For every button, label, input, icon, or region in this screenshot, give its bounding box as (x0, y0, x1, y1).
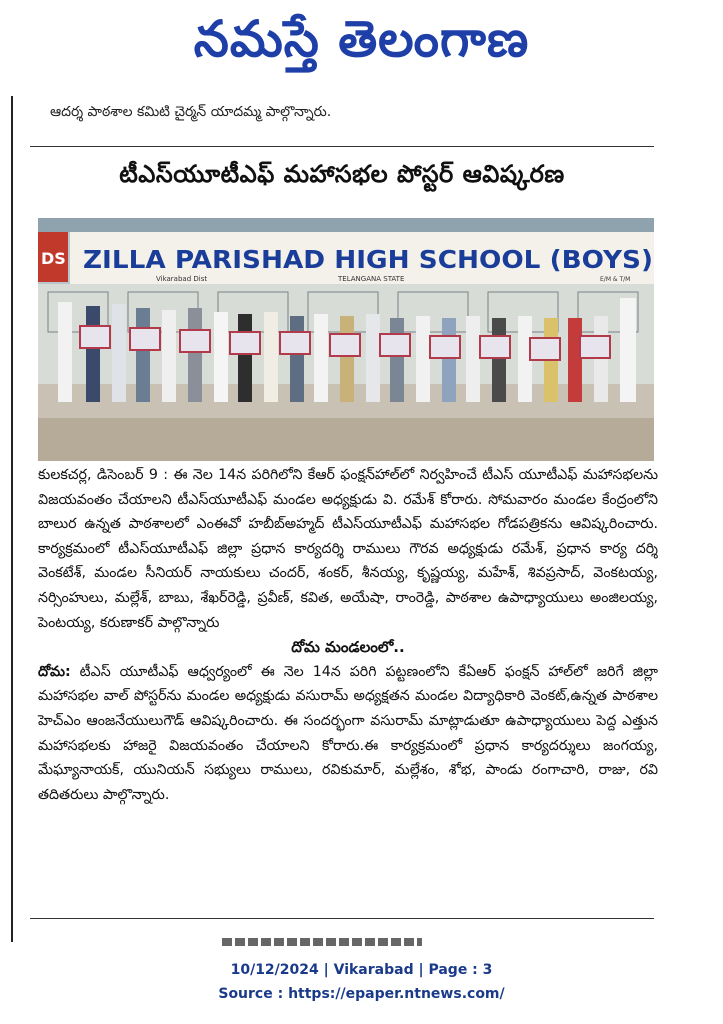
footer-source: Source : https://epaper.ntnews.com/ (218, 986, 505, 1002)
banner-sub-left: Vikarabad Dist (156, 275, 208, 283)
divider-top (30, 146, 654, 147)
dateline-doma: దోమ: (38, 663, 71, 680)
previous-story-tail: ఆదర్శ పాఠశాల కమిటి చైర్మన్ యాదమ్మ పాల్గొన్నారు. (50, 104, 332, 120)
article-headline: టీఎస్‌యూటీఎఫ్ మహాసభల పోస్టర్ ఆవిష్కరణ (119, 160, 565, 188)
banner-sub-far: E/M & T/M (600, 276, 631, 283)
truncated-next-headline (222, 938, 422, 946)
footer-date-edition: 10/12/2024 | Vikarabad | Page : 3 (230, 962, 493, 978)
divider-bottom (30, 918, 654, 919)
banner-school-name: ZILLA PARISHAD HIGH SCHOOL (BOYS) (83, 245, 653, 274)
masthead (0, 6, 723, 72)
article-body (38, 463, 658, 807)
article-paragraph-2 (38, 660, 658, 808)
photo-illustration (38, 218, 654, 461)
column-rule (11, 96, 13, 942)
article-paragraph-2-text: టీఎస్ యూటీఎఫ్ ఆధ్వర్యంలో ఈ నెల 14న పరిగి పట్టణంలోని కేఏఆర్ ఫంక్షన్ హాల్‌లో జరిగే జిల్లా మహాసభల వాల్ పోస్టర్‌ను మండల అధ్యక్షుడు వసురామ్ అధ్యక్షతన మండల విద్యాధికారి వెంకట్,ఉన్నత పాఠశాల హెచ్‌ఎం ఆంజనేయులుగౌడ్ ఆవిష్కరించారు. ఈ సందర్భంగా వసురామ్ మాట్లాడుతూ ఉపాధ్యాయులు పెద్ద ఎత్తున మహాసభలకు హాజరై విజయవంతం చేయాలని కోరారు.ఈ కార్యక్రమంలో ప్రధాన కార్యదర్శులు జంగయ్య, మేఘ్యానాయక్, యునియన్ సభ్యులు రాములు, రవికుమార్, మల్లేశం, శోభ, పాండు రంగాచారి, రాజు, రవి తదితరులు పాల్గొన్నారు. (38, 663, 658, 803)
article-paragraph-1: కులకచర్ల, డిసెంబర్ 9 : ఈ నెల 14న పరిగిలోని కేఆర్ ఫంక్షన్‌హాల్‌లో నిర్వహించే టీఎస్ యూటీఎఫ్ మహాసభలను విజయవంతం చేయాలని టీఎస్‌యూటీఎఫ్ మండల అధ్యక్షుడు వి. రమేశ్ కోరారు. సోమవారం మండల కేంద్రంలోని బాలుర ఉన్నత పాఠశాలలో ఎంఈవో హబీబ్‌అహ్మద్ టీఎస్‌యూటీఎఫ్ మహాసభల గోడపత్రికను ఆవిష్కరించారు. కార్యక్రమంలో టీఎస్‌యూటీఎఫ్ జిల్లా ప్రధాన కార్యదర్శి రాములు గౌరవ అధ్యక్షుడు రమేశ్, ప్రధాన కార్య దర్శి వెంకటేశ్, మండల సీనియర్ నాయకులు చందర్, శంకర్, శీనయ్య, కృష్ణయ్య, మహేశ్, శివప్రసాద్, వెంకటయ్య, నర్సింహులు, మల్లేశ్, బాబు, శేఖర్‌రెడ్డి, ప్రవీణ్, కవిత, అయేషా, రాంరెడ్డి, పాఠశాల ఉపాధ్యాయులు అంజిలయ్య, పెంటయ్య, కరుణాకర్ పాల్గొన్నారు (38, 467, 658, 631)
article-subhead: దోమ మండలంలో.. (291, 638, 405, 657)
footer (0, 958, 723, 1006)
newspaper-logo: నమస్తే తెలంగాణ (193, 10, 530, 68)
article-photo (38, 218, 654, 461)
banner-sub-right: TELANGANA STATE (338, 275, 405, 283)
banner-left-text: DS (41, 249, 66, 268)
